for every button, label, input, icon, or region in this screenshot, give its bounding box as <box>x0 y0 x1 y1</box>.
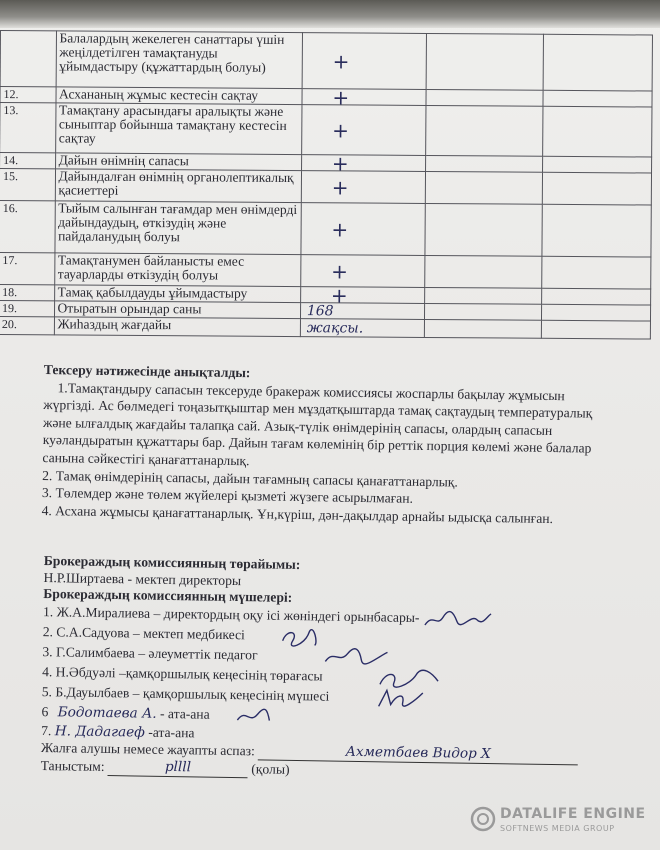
watermark-logo-icon <box>470 806 496 832</box>
page-top-edge <box>0 0 660 28</box>
empty-cell <box>542 288 651 305</box>
row-number: 17. <box>0 252 54 284</box>
parent-name-handwritten: Н. Дадагаеф <box>54 722 145 741</box>
empty-cell <box>424 287 542 304</box>
row-criterion: Тамақ қабылдауды ұйымдастыру <box>54 285 300 303</box>
row-mark: + <box>301 105 425 156</box>
member-text: 4. Н.Әбдуәлі –қамқоршылық кеңесінің төрағасы <box>42 663 323 684</box>
row-mark: + <box>301 171 425 204</box>
signature-mark <box>423 609 493 630</box>
watermark-brand: DATALIFE ENGINE <box>500 806 646 822</box>
row-criterion: Тамақтанумен байланысты емес тауарларды өткізудің болуы <box>54 253 301 287</box>
row-number: 16. <box>0 200 55 252</box>
empty-cell <box>426 105 544 156</box>
row-mark: жақсы. <box>300 319 424 338</box>
results-heading: Тексеру нәтижесінде анықталды: <box>43 361 251 381</box>
inspection-results <box>42 361 614 528</box>
row-number <box>0 31 56 87</box>
tenant-handwritten: Ахметбаев Видор Х <box>258 743 578 766</box>
empty-cell <box>543 106 652 157</box>
empty-cell <box>542 304 651 321</box>
row-number: 15. <box>0 169 55 201</box>
row-criterion: Асхананың жұмыс кестесін сақтау <box>56 87 302 105</box>
empty-cell <box>425 203 543 256</box>
inspection-table <box>0 30 653 340</box>
empty-cell <box>542 320 651 339</box>
empty-cell <box>543 172 652 205</box>
empty-cell <box>544 34 653 91</box>
empty-cell <box>425 171 543 204</box>
table-row <box>0 103 652 158</box>
row-mark: + <box>301 155 425 172</box>
empty-cell <box>426 33 544 90</box>
empty-cell <box>425 155 543 172</box>
table-row <box>0 200 651 257</box>
row-mark: + <box>301 203 425 256</box>
member-text: 5. Б.Дауылбаев – қамқоршылық кеңесінің мүшесі <box>41 683 330 704</box>
row-criterion: Тамақтану арасындағы аралықты және сыныптар бойынша тамақтану кестесін сақтау <box>55 103 302 155</box>
result-item: 4. Асхана жұмысы қанағаттанарлық. Ұн,күріш, дән-дақылдар арнайы ыдысқа салынған. <box>41 502 554 526</box>
empty-cell <box>542 204 651 257</box>
acquainted-handwritten: pllll <box>108 758 248 778</box>
empty-cell <box>426 89 544 106</box>
row-mark: + <box>302 33 426 90</box>
empty-cell <box>543 156 652 173</box>
empty-cell <box>425 255 543 288</box>
signature-hint: (қолы) <box>251 761 290 777</box>
row-criterion: Тыйым салынған тағамдар мен өнімдерді дайындаудың, өткізудің және пайдаланудың болуы <box>54 201 301 255</box>
member-text: 3. Г.Салимбаева – әлеуметтік педагог <box>42 643 258 663</box>
empty-cell <box>543 90 652 107</box>
row-number: 18. <box>0 284 54 300</box>
signature-mark <box>321 647 391 668</box>
row-criterion: Дайын өнімнің сапасы <box>55 153 301 171</box>
tenant-label: Жалға алушы немесе жауапты аспаз: <box>40 740 255 759</box>
members-heading: Брокераждың комиссиянның мүшелері: <box>43 586 293 606</box>
row-mark: + <box>301 255 425 288</box>
signature-mark <box>376 668 446 689</box>
watermark-sub: SOFTNEWS MEDIA GROUP <box>500 824 615 833</box>
table-row <box>0 316 650 339</box>
table-row <box>0 169 652 206</box>
parent-name-handwritten: Бодотаева А. <box>57 704 157 722</box>
empty-cell <box>542 256 651 289</box>
row-number: 19. <box>0 300 54 316</box>
member-text: 1. Ж.А.Миралиева – директордың оқу ісі жөніндегі орынбасары- <box>42 603 420 625</box>
empty-cell <box>424 319 542 338</box>
row-criterion: Отыратын орындар саны <box>54 301 300 319</box>
signature-mark <box>373 688 443 709</box>
row-number: 13. <box>0 103 56 153</box>
signature-mark <box>233 706 303 727</box>
row-criterion: Жиһаздың жағдайы <box>54 317 300 337</box>
row-mark: + <box>300 287 424 304</box>
commission-block <box>41 553 634 784</box>
chair-heading: Брокераждың комиссиянның төрайымы: <box>43 553 301 573</box>
signature-mark <box>278 626 348 647</box>
row-number: 12. <box>0 87 56 103</box>
row-number: 14. <box>0 153 55 169</box>
parent-role: - ата-ана <box>159 705 210 722</box>
member-text: 2. С.А.Садуова – мектеп медбикесі <box>42 623 246 643</box>
parent-number: 6 <box>41 703 49 719</box>
row-criterion: Балалардың жекелеген санаттары үшін жеңілдетілген тамақтануды ұйымдастыру (құжаттардың болуы) <box>56 31 303 89</box>
parent-number: 7. <box>41 722 52 738</box>
row-mark: + <box>302 89 426 106</box>
result-item: 1.Тамақтандыру сапасын тексеруде бракераж комиссиясы жоспарлы бақылау жұмысын жүргізді. Ас бөлмедегі тоңазытқыштар мен мұздатқыштарда тамақ сақтаудың температуралық және ылғалдық жағдайы талапқа сай. Азық-түлік өнімдерінің сапасы, олардың сапасын куәландыратын құжаттары бар. Дайын тағам көлемінің бір реттік порция көлемі және балалар санына сәйкестігі қанағаттанарлық. <box>42 379 593 469</box>
table-row <box>0 31 652 92</box>
acquainted-label: Таныстым: <box>40 757 105 774</box>
result-item: 3. Төлемдер және төлем жүйелері қызметі жүзеге асырылмаған. <box>41 485 414 506</box>
table-row <box>0 252 651 289</box>
row-number: 20. <box>0 316 54 334</box>
parent-role: -ата-ана <box>148 724 195 741</box>
row-mark: 168 <box>300 303 424 320</box>
chair-name: Н.Р.Ширтаева - мектеп директоры <box>43 569 242 588</box>
result-item: 2. Тамақ өнімдерінің сапасы, дайын тағамның сапасы қанағаттанарлық. <box>42 467 458 490</box>
empty-cell <box>424 303 542 320</box>
row-criterion: Дайындалған өнімнің органолептикалық қасиеттері <box>55 169 302 203</box>
